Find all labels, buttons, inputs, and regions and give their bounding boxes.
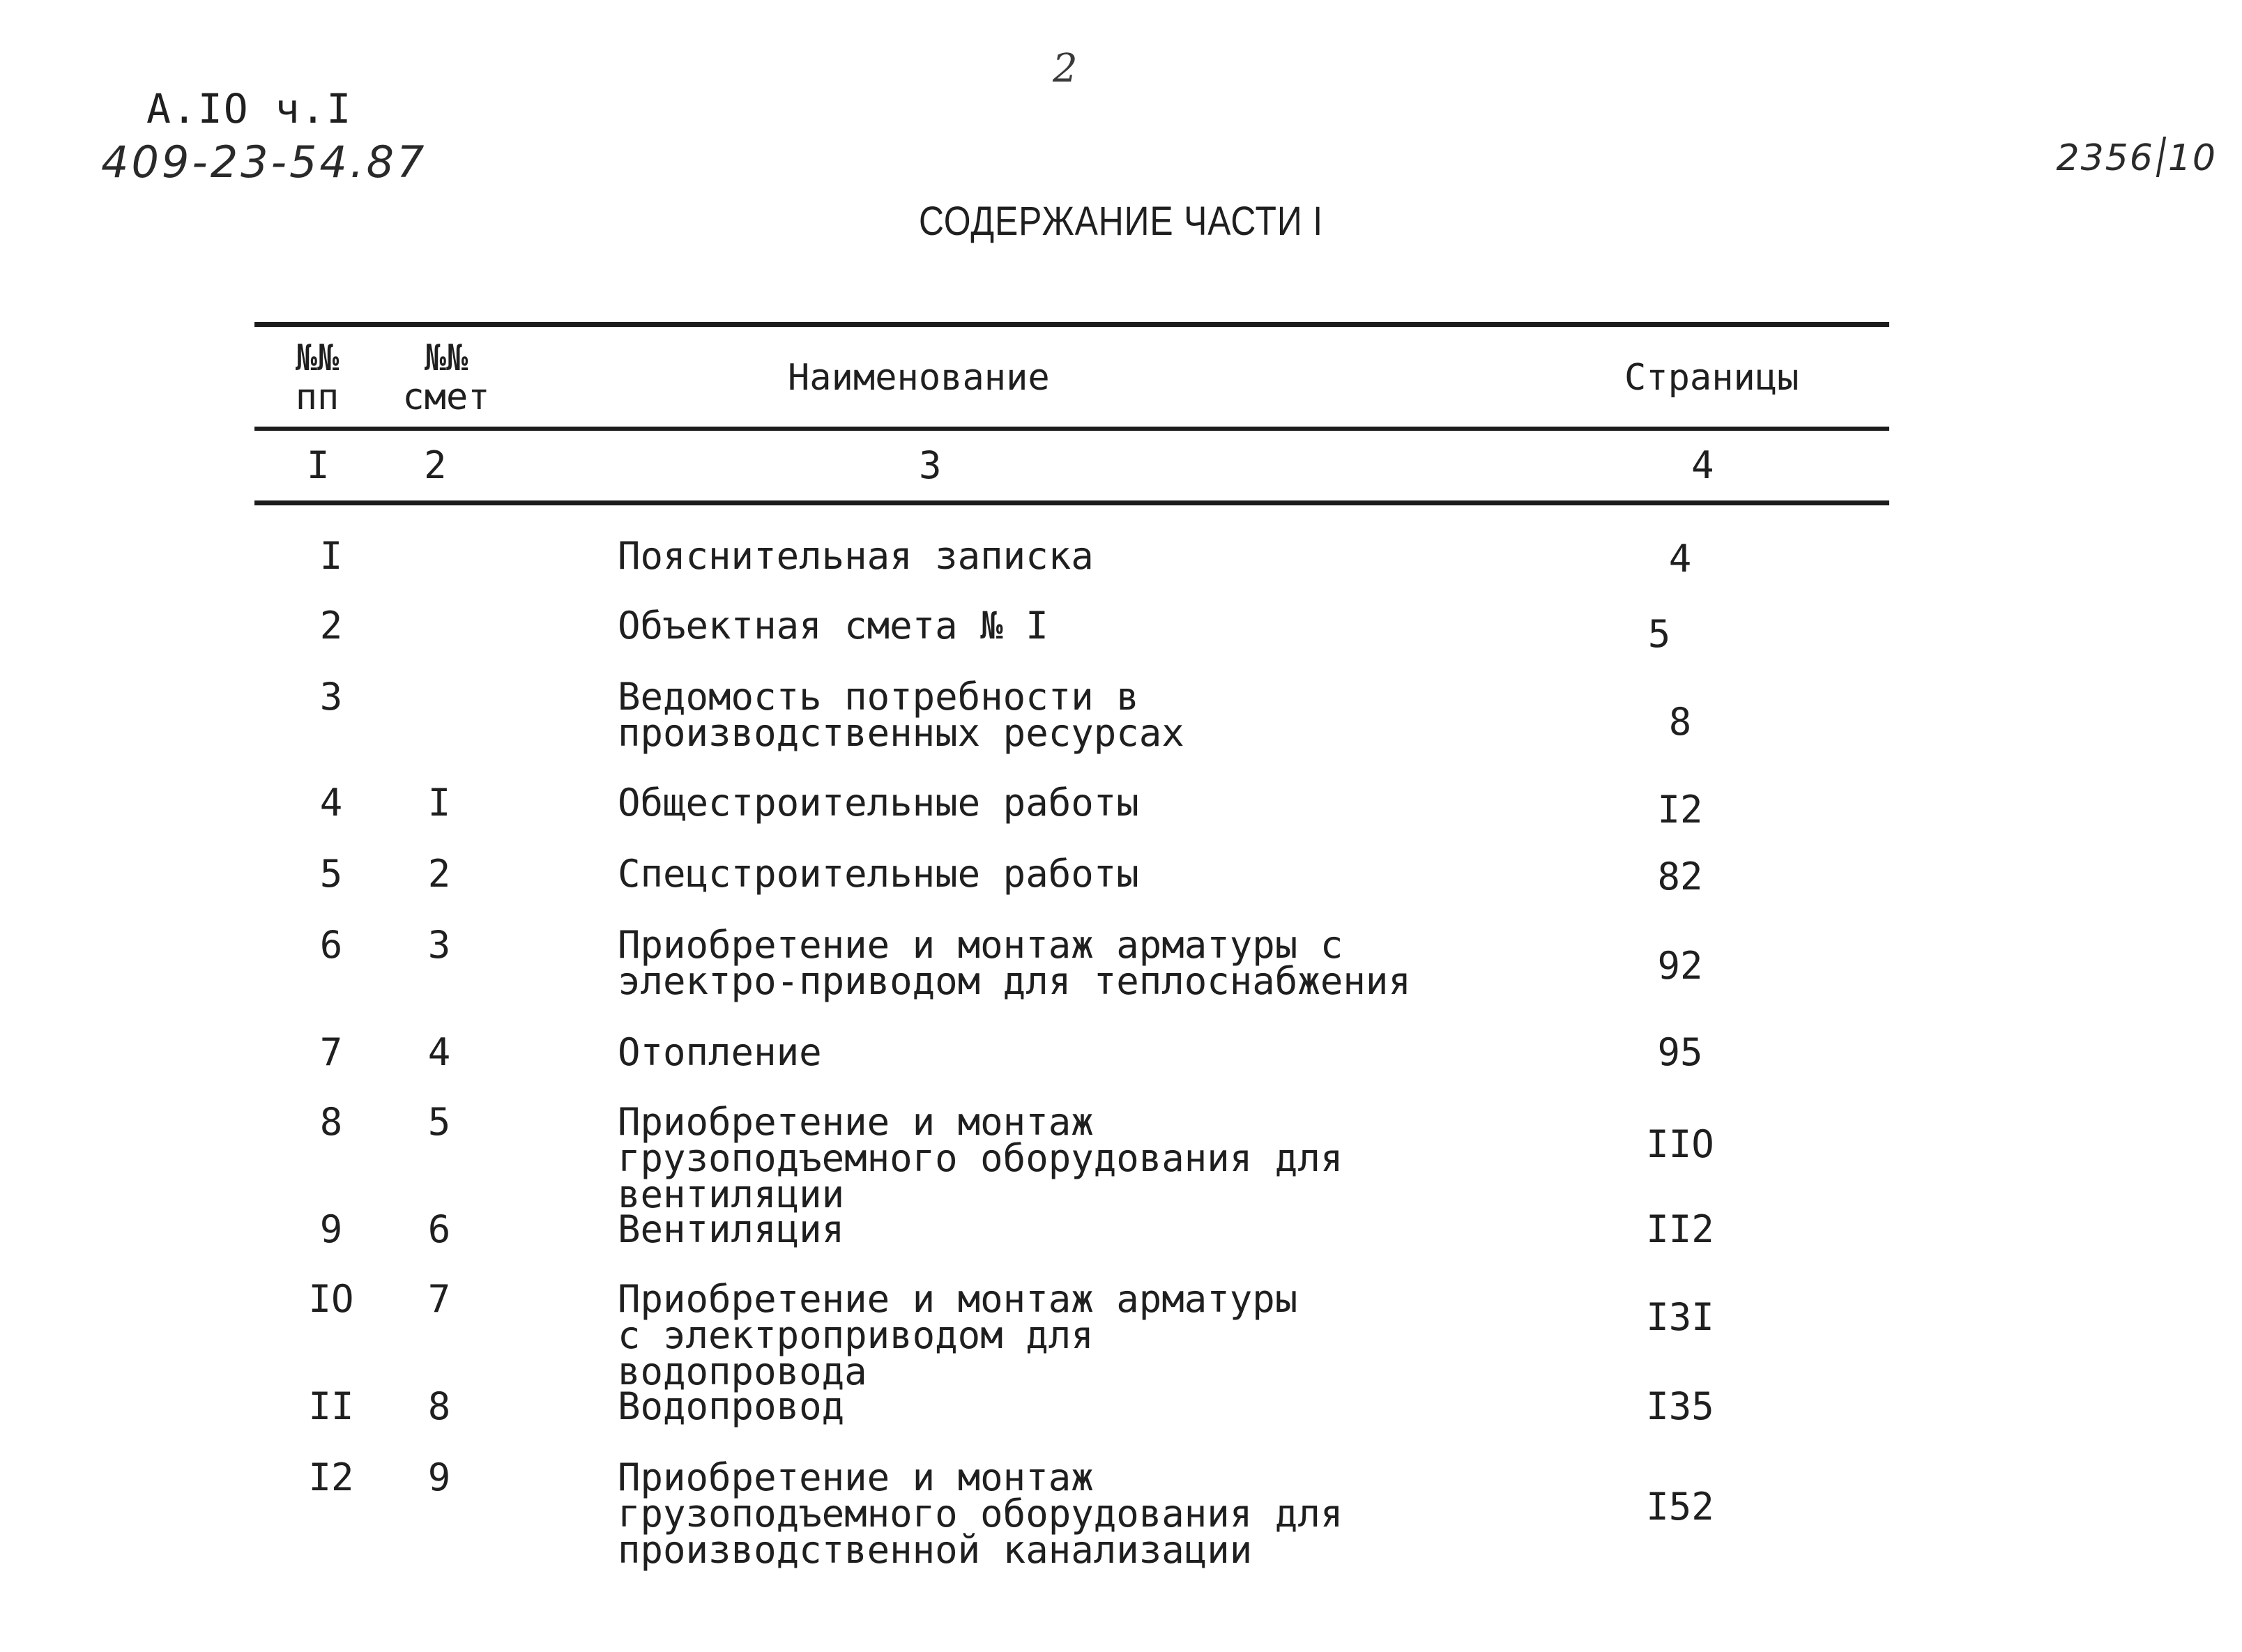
row-page: I2	[1657, 788, 1703, 832]
row-number: II	[308, 1384, 354, 1428]
row-number: 4	[319, 781, 343, 825]
row-estimate-number: 9	[427, 1455, 451, 1499]
row-number: IO	[308, 1277, 354, 1321]
row-name: Пояснительная записка	[618, 534, 1094, 578]
table-column-numbers-rule	[254, 500, 1889, 505]
handwritten-document-number: 409-23-54.87	[101, 137, 427, 188]
row-page: 92	[1657, 944, 1703, 988]
column-header-name: Наименование	[788, 357, 1050, 399]
row-page: 4	[1668, 537, 1692, 581]
row-number: I2	[308, 1455, 354, 1499]
row-name: Отопление	[618, 1030, 822, 1074]
column-header-item-number-line1: №№	[295, 337, 340, 379]
archive-number-separator	[2156, 137, 2166, 177]
page-number-mark: 2	[1053, 46, 1078, 91]
row-name: Общестроительные работы	[618, 781, 1139, 825]
column-header-pages: Страницы	[1624, 357, 1799, 399]
row-number: 5	[319, 852, 343, 896]
document-code: А.IO ч.I	[146, 85, 353, 132]
row-page: 82	[1657, 855, 1703, 898]
column-number-4: 4	[1691, 443, 1714, 487]
row-page: 8	[1668, 700, 1692, 744]
row-estimate-number: 4	[427, 1030, 451, 1074]
row-number: 9	[319, 1207, 343, 1251]
row-number: 7	[319, 1030, 343, 1074]
row-number: 8	[319, 1100, 343, 1144]
archive-number-right: 10	[2167, 137, 2217, 179]
row-estimate-number: 3	[427, 923, 451, 967]
row-name: Водопровод	[618, 1384, 845, 1428]
row-estimate-number: 6	[427, 1207, 451, 1251]
row-page: I52	[1646, 1485, 1714, 1529]
row-estimate-number: 7	[427, 1277, 451, 1321]
row-name: Объектная смета № I	[618, 604, 1048, 648]
row-page: IIO	[1646, 1122, 1714, 1166]
row-page: I3I	[1646, 1295, 1714, 1339]
column-number-2: 2	[424, 443, 447, 487]
column-header-item-number	[279, 339, 356, 417]
table-header-rule	[254, 427, 1889, 431]
column-header-item-number-line2: пп	[295, 376, 340, 418]
row-estimate-number: 2	[427, 852, 451, 896]
row-number: 3	[319, 675, 343, 719]
row-number: I	[319, 534, 343, 578]
table-top-rule	[254, 322, 1889, 327]
row-number: 2	[319, 604, 343, 648]
row-name: Приобретение и монтаж грузоподъемного оборудования для вентиляции	[618, 1100, 1343, 1216]
row-page: 95	[1657, 1030, 1703, 1074]
archive-number-left: 2356	[2056, 137, 2154, 179]
column-header-estimate-number	[390, 339, 502, 417]
row-estimate-number: 8	[427, 1384, 451, 1428]
row-page: 5	[1647, 612, 1671, 656]
row-name: Спецстроительные работы	[618, 852, 1139, 896]
row-name: Приобретение и монтаж арматуры с электро-приводом для теплоснабжения	[618, 923, 1411, 1003]
row-number: 6	[319, 923, 343, 967]
row-estimate-number: 5	[427, 1100, 451, 1144]
row-name: Вентиляция	[618, 1207, 845, 1251]
archive-number	[2056, 137, 2217, 179]
row-page: II2	[1646, 1207, 1714, 1251]
row-estimate-number: I	[427, 781, 451, 825]
column-header-estimate-number-line1: №№	[424, 337, 468, 379]
row-page: I35	[1646, 1384, 1714, 1428]
page-title: СОДЕРЖАНИЕ ЧАСТИ I	[919, 199, 1324, 244]
row-name: Ведомость потребности в производственных ресурсах	[618, 675, 1184, 755]
row-name: Приобретение и монтаж грузоподъемного оборудования для производственной канализации	[618, 1455, 1343, 1572]
column-number-3: 3	[919, 443, 942, 487]
column-number-1: I	[307, 443, 330, 487]
row-name: Приобретение и монтаж арматуры с электроприводом для водопровода	[618, 1277, 1298, 1393]
column-header-estimate-number-line2: смет	[402, 376, 490, 418]
